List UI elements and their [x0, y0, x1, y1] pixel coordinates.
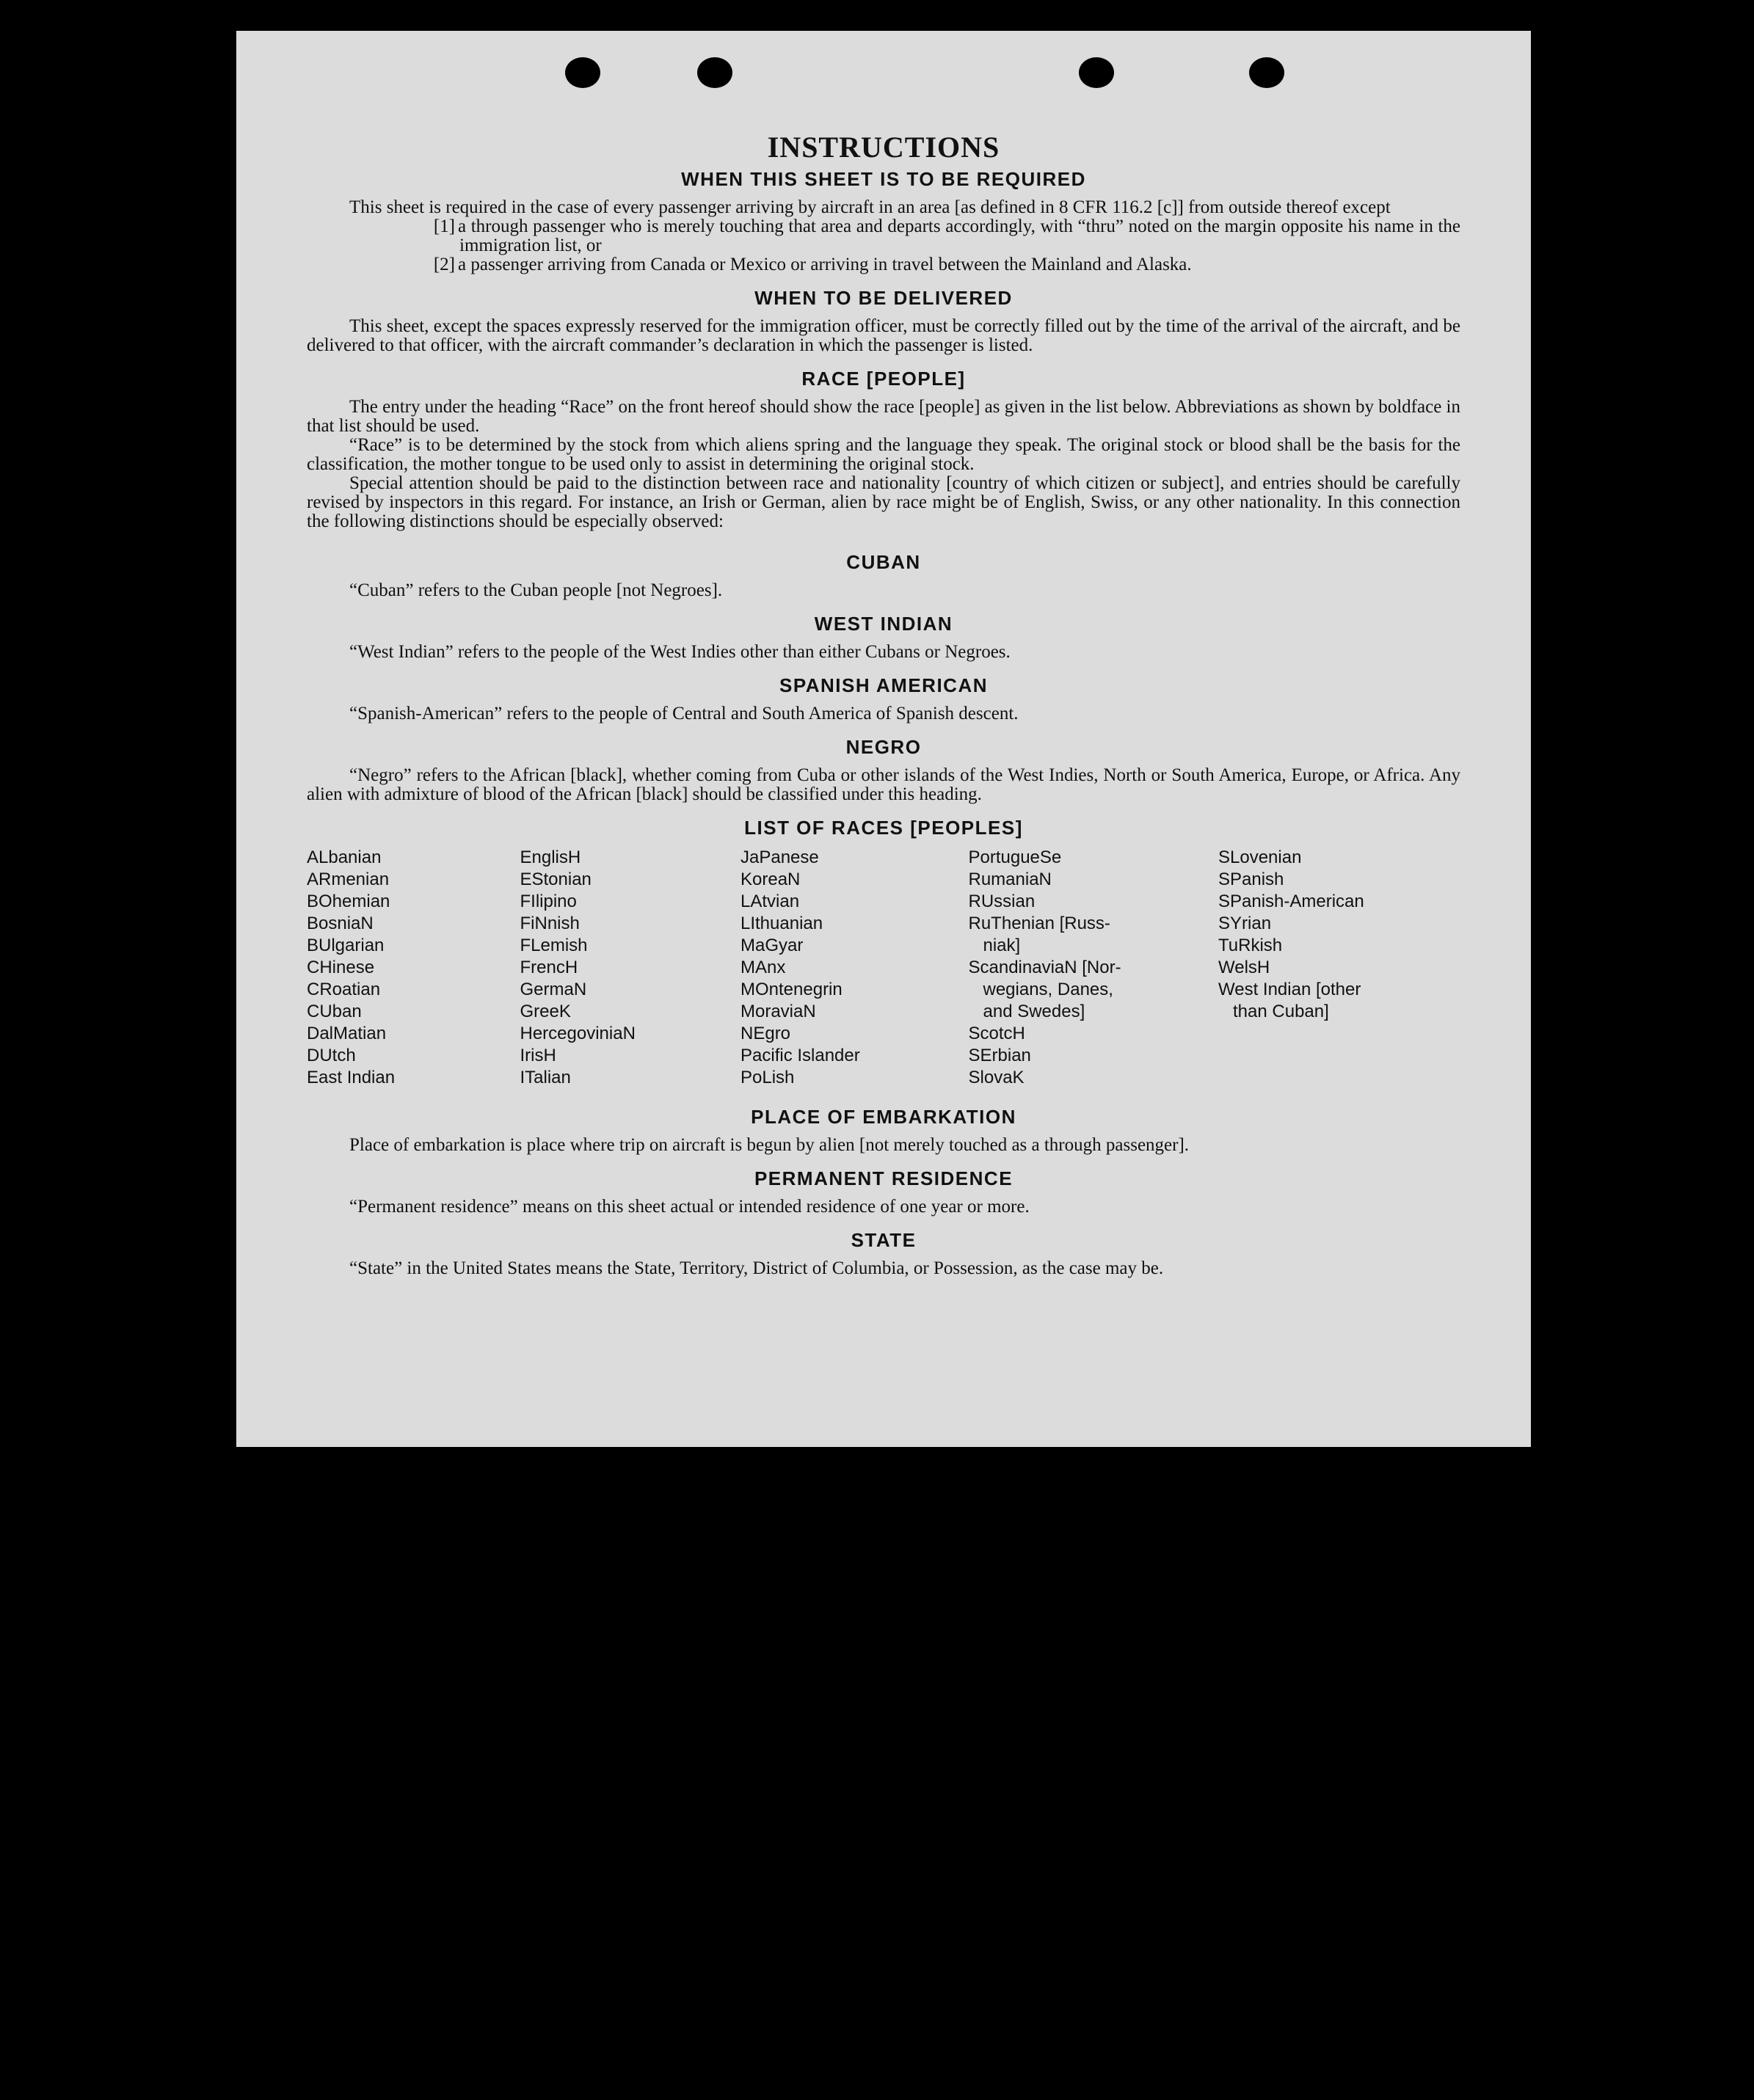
race-item: MOntenegrin — [740, 980, 843, 999]
section-heading: STATE — [851, 1229, 917, 1251]
race-item: SlovaK — [968, 1068, 1025, 1087]
race-item: SYrian — [1218, 914, 1272, 933]
section-paragraph: This sheet is required in the case of every passenger arriving by aircraft in an area [as defined in 8 CFR 116.2 [c]] from outside thereof except — [349, 197, 1391, 217]
instruction-sheet — [236, 31, 1531, 1447]
race-item: WelsH — [1218, 958, 1270, 977]
section-paragraph: Place of embarkation is place where trip on aircraft is begun by alien [not merely touched as a through passenger]. — [349, 1135, 1190, 1155]
race-item: FIlipino — [520, 892, 577, 911]
races-table — [307, 847, 1460, 1089]
page-title: INSTRUCTIONS — [767, 131, 1000, 164]
race-item: PortugueSe — [968, 847, 1062, 867]
race-item: CUban — [307, 1002, 362, 1021]
race-item: CHinese — [307, 958, 375, 977]
race-item: West Indian [other — [1218, 980, 1361, 999]
exception-text: a passenger arriving from Canada or Mexico or arriving in travel between the Mainland and Alaska. — [458, 255, 1192, 274]
race-item: TuRkish — [1218, 936, 1283, 955]
section-paragraph: This sheet, except the spaces expressly reserved for the immigration officer, must be correctly filled out by the time of the arrival of the aircraft, and be delivered to that officer, with the aircraft commander’s declaration in which the passenger is listed. — [307, 316, 1460, 355]
race-item: EStonian — [520, 869, 592, 889]
race-item: MoraviaN — [740, 1002, 816, 1021]
race-item: SPanish-American — [1218, 892, 1364, 911]
race-item: SPanish — [1218, 869, 1284, 889]
section-paragraph: The entry under the heading “Race” on the front hereof should show the race [people] as given in the list below. Abbreviations as shown by boldface in that list should be used. — [307, 397, 1460, 436]
race-item: ScotcH — [968, 1024, 1025, 1043]
race-column — [969, 847, 1211, 1089]
exception-number: [1] — [433, 216, 455, 236]
race-item: FiNnish — [520, 914, 580, 933]
race-item: KoreaN — [740, 869, 801, 889]
section-heading: LIST OF RACES [PEOPLES] — [744, 817, 1023, 839]
section-paragraph: “Negro” refers to the African [black], whether coming from Cuba or other islands of the West Indies, North or South America, Europe, or Africa. Any alien with admixture of blood of the African [black] should be classified under this heading. — [307, 765, 1460, 804]
race-item: ARmenian — [307, 869, 390, 889]
race-item: JaPanese — [740, 847, 819, 867]
section-paragraph: “Cuban” refers to the Cuban people [not Negroes]. — [349, 580, 723, 600]
race-item: LIthuanian — [740, 914, 823, 933]
section-paragraph: Special attention should be paid to the distinction between race and nationality [country of which citizen or subject], and entries should be carefully revised by inspectors in this regard. For instance, an Irish or German, alien by race might be of English, Swiss, or any other nationality. In this connection the following distinctions should be especially observed: — [307, 473, 1460, 531]
race-item: Pacific Islander — [740, 1046, 860, 1065]
section-race — [307, 367, 1460, 531]
section-heading: PLACE OF EMBARKATION — [751, 1106, 1016, 1128]
section-spanish-american — [307, 674, 1460, 723]
section-required — [307, 167, 1460, 274]
race-item: GreeK — [520, 1002, 571, 1021]
race-item: East Indian — [307, 1068, 396, 1087]
race-item: BOhemian — [307, 892, 390, 911]
race-item: RumaniaN — [968, 869, 1052, 889]
race-item: RuThenian [Russ- — [968, 914, 1110, 933]
race-item: than Cuban] — [1218, 1002, 1329, 1021]
race-item: LAtvian — [740, 892, 800, 911]
race-item: IrisH — [520, 1046, 556, 1065]
punch-hole — [1079, 57, 1114, 88]
race-item: GermaN — [520, 980, 587, 999]
race-item: PoLish — [740, 1068, 795, 1087]
section-paragraph: “Race” is to be determined by the stock from which aliens spring and the language they speak. The original stock or blood shall be the basis for the classification, the mother tongue to be used only to assist in determining the original stock. — [307, 435, 1460, 474]
section-heading: WEST INDIAN — [814, 613, 953, 635]
race-item: ALbanian — [307, 847, 382, 867]
race-item: NEgro — [740, 1024, 791, 1043]
section-state — [307, 1228, 1460, 1278]
race-item: FrencH — [520, 958, 578, 977]
section-heading: CUBAN — [846, 551, 921, 573]
race-column — [740, 847, 961, 1089]
section-heading: WHEN THIS SHEET IS TO BE REQUIRED — [681, 168, 1086, 190]
race-item: DalMatian — [307, 1024, 387, 1043]
race-item: CRoatian — [307, 980, 381, 999]
race-item: DUtch — [307, 1046, 356, 1065]
section-heading: WHEN TO BE DELIVERED — [754, 287, 1013, 309]
section-cuban — [307, 550, 1460, 600]
section-permanent-residence — [307, 1167, 1460, 1217]
exception-item — [395, 255, 1460, 274]
section-heading: RACE [PEOPLE] — [801, 368, 966, 390]
race-item: niak] — [968, 936, 1021, 955]
race-item: ITalian — [520, 1068, 571, 1087]
race-column — [1218, 847, 1446, 1089]
race-item: SLovenian — [1218, 847, 1302, 867]
exception-number: [2] — [433, 255, 455, 274]
punch-hole — [697, 57, 732, 88]
race-item: MAnx — [740, 958, 786, 977]
punch-hole — [565, 57, 600, 88]
section-paragraph: “Permanent residence” means on this sheet actual or intended residence of one year or more. — [349, 1197, 1030, 1217]
race-column — [307, 847, 512, 1089]
race-item: MaGyar — [740, 936, 804, 955]
section-west-indian — [307, 612, 1460, 662]
punch-hole — [1249, 57, 1284, 88]
race-item: wegians, Danes, — [968, 980, 1113, 999]
section-heading: SPANISH AMERICAN — [779, 674, 988, 696]
section-heading: NEGRO — [845, 736, 922, 758]
race-item: ScandinaviaN [Nor- — [968, 958, 1121, 977]
exception-text: a through passenger who is merely touching that area and departs accordingly, with “thru” noted on the margin opposite his name in the immigration list, or — [458, 216, 1460, 255]
race-column — [520, 847, 733, 1089]
section-heading: PERMANENT RESIDENCE — [754, 1167, 1014, 1189]
section-delivered — [307, 286, 1460, 355]
exception-list — [395, 217, 1460, 274]
section-embarkation — [307, 1105, 1460, 1155]
race-item: SErbian — [968, 1046, 1031, 1065]
race-item: and Swedes] — [968, 1002, 1085, 1021]
race-item: EnglisH — [520, 847, 581, 867]
race-item: RUssian — [968, 892, 1036, 911]
section-list-of-races — [307, 816, 1460, 1089]
section-negro — [307, 735, 1460, 804]
section-paragraph: “State” in the United States means the State, Territory, District of Columbia, or Possession, as the case may be. — [349, 1258, 1164, 1278]
section-paragraph: “Spanish-American” refers to the people of Central and South America of Spanish descent. — [349, 704, 1019, 723]
race-item: FLemish — [520, 936, 588, 955]
race-item: HercegoviniaN — [520, 1024, 636, 1043]
race-item: BUlgarian — [307, 936, 385, 955]
exception-item — [395, 217, 1460, 255]
race-item: BosniaN — [307, 914, 374, 933]
section-paragraph: “West Indian” refers to the people of the West Indies other than either Cubans or Negroes. — [349, 642, 1011, 662]
